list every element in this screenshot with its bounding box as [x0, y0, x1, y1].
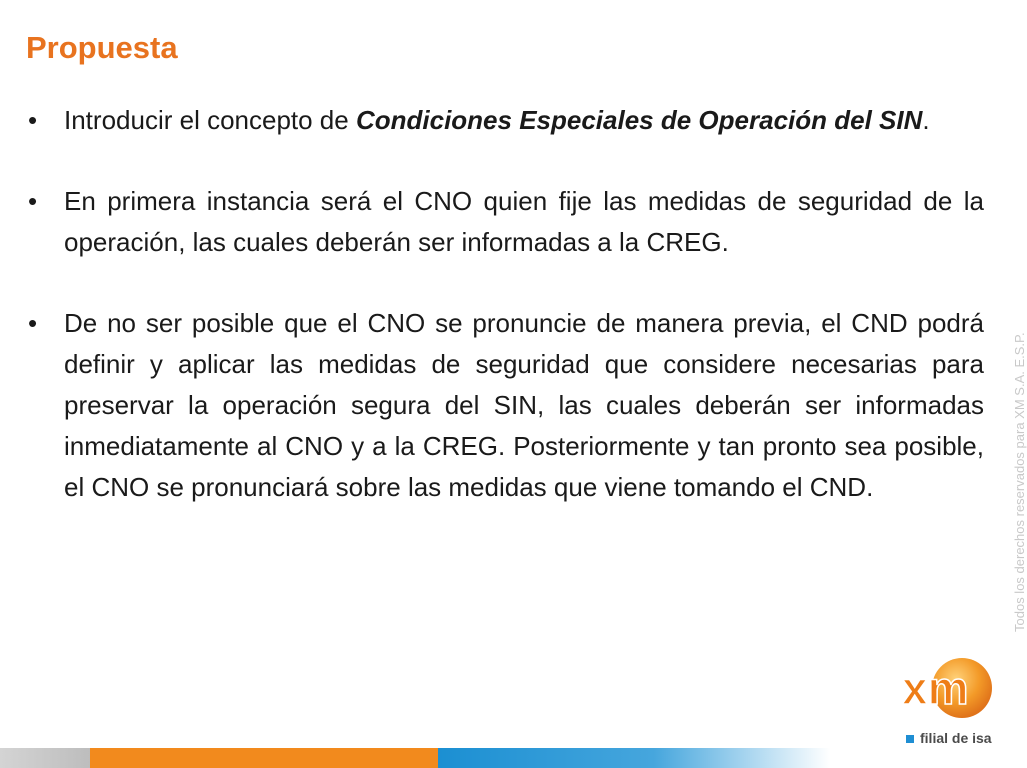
- xm-logo: [896, 652, 1000, 752]
- bullet-text: .: [922, 105, 930, 135]
- bullet-marker: •: [28, 186, 38, 216]
- footer-bar: [0, 748, 830, 768]
- footer-orange-segment: [90, 748, 438, 768]
- bullet-item: [24, 181, 984, 263]
- footer-grey-segment: [0, 748, 90, 768]
- bullet-list: [24, 100, 984, 548]
- xm-logo-icon: [896, 652, 996, 726]
- footer-blue-segment: [438, 748, 830, 768]
- bullet-item: [24, 100, 984, 141]
- logo-tagline-text: filial de isa: [920, 730, 992, 746]
- logo-text: xm: [902, 662, 969, 714]
- copyright-notice: Todos los derechos reservados para XM S.A. E.S.P.: [1012, 332, 1027, 632]
- bullet-emphasis: Condiciones Especiales de Operación del SIN: [355, 105, 923, 135]
- logo-tagline: [906, 730, 992, 746]
- bullet-item: [24, 303, 984, 508]
- bullet-text: Introducir el concepto de: [64, 105, 356, 135]
- square-icon: [906, 735, 914, 743]
- bullet-text: En primera instancia será el CNO quien fije las medidas de seguridad de la operación, las cuales deberán ser informadas a la CREG.: [64, 186, 984, 257]
- bullet-marker: •: [28, 105, 38, 135]
- bullet-text: De no ser posible que el CNO se pronuncie de manera previa, el CND podrá definir y aplicar las medidas de seguridad que considere necesarias para preservar la operación segura del SIN, las cuales deberán ser informadas inmediatamente al CNO y a la CREG. Posteriormente y tan pronto sea posible, el CNO se pronunciará sobre las medidas que viene tomando el CND.: [64, 308, 984, 502]
- slide-title: Propuesta: [26, 30, 178, 65]
- bullet-marker: •: [28, 308, 38, 338]
